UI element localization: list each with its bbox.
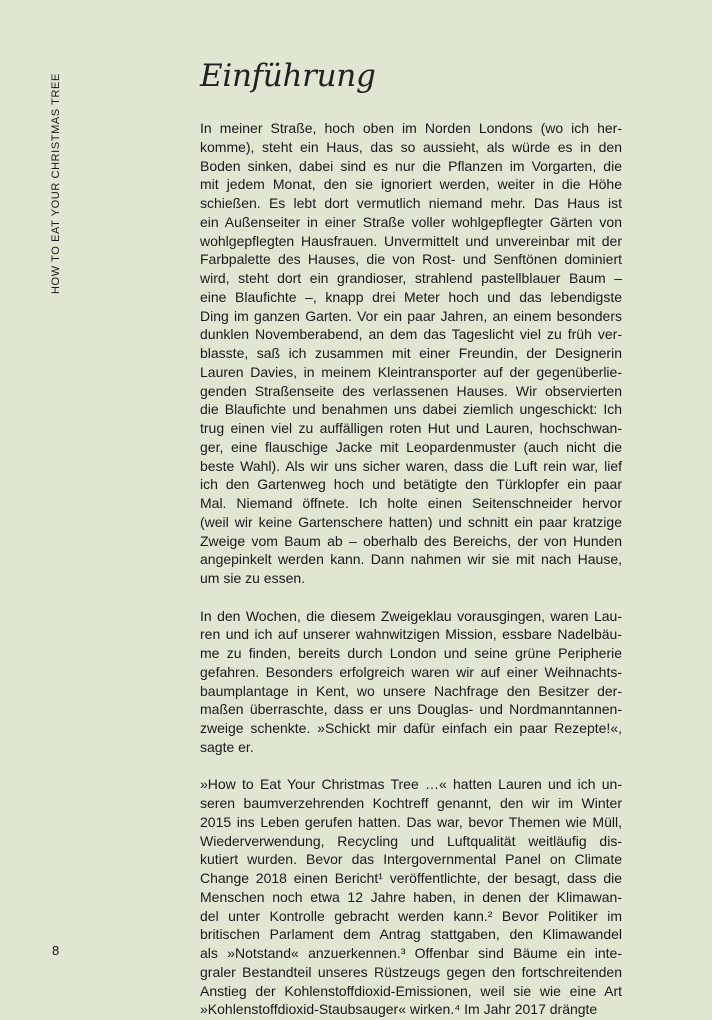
text-line: schießen. Es lebt dort vermutlich niemand mehr. Das Haus ist [200,195,622,211]
text-line: mit jedem Monat, den sie ignoriert werden, weiter in die Höhe [200,176,622,193]
text-line: genden Straßenseite des verlassenen Hauses. Wir observierten [200,382,622,399]
text-line: »How to Eat Your Christmas Tree …« hatten Lauren und ich un- [200,776,622,793]
text-line: In meiner Straße, hoch oben im Norden Londons (wo ich her- [200,120,622,136]
text-line: um sie zu essen. [200,570,306,586]
running-head: HOW TO EAT YOUR CHRISTMAS TREE [50,73,62,294]
body-text [200,119,622,1019]
page-number: 8 [52,943,60,958]
text-line: graler Bestandteil unseres Rüstzeugs gegen den fortschreitenden [200,963,622,980]
text-line: maßen überraschte, dass er uns Douglas- und Nordmanntannen- [200,701,622,718]
text-line: (weil wir keine Gartenschere hatten) und schnitt ein paar kratzige [200,513,622,530]
text-line: kutiert wurden. Bevor das Intergovernmental Panel on Climate [200,851,622,868]
text-line: »Kohlenstoffdioxid-Staubsauger« wirken.⁴ Im Jahr 2017 drängte [200,1001,598,1018]
text-line: Anstieg der Kohlenstoffdioxid-Emissionen, weil sie wie eine Art [200,982,622,999]
paragraph-3 [200,775,622,1019]
text-line: die Blaufichte und benahmen uns dabei ziemlich ungeschickt: Ich [200,401,622,418]
text-line: gefahren. Besonders erfolgreich waren wir auf einer Weihnachts- [200,663,622,680]
text-line: Farbpalette des Hauses, die von Rost- und Senftönen dominiert [200,251,622,268]
text-line: baumplantage in Kent, wo unsere Nachfrage den Besitzer der- [200,682,622,699]
text-line: ren und ich auf unserer wahnwitzigen Mission, essbare Nadelbäu- [200,626,622,643]
text-line: seren baumverzehrenden Kochtreff genannt, den wir im Winter [200,795,622,811]
text-line: me zu finden, bereits durch London und seine grüne Peripherie [200,645,622,661]
text-line: Ding im ganzen Garten. Vor ein paar Jahren, an einem besonders [200,307,622,324]
text-line: eine Blaufichte –, knapp drei Meter hoch und das lebendigste [200,288,622,305]
text-line: Change 2018 einen Bericht¹ veröffentlichte, der besagt, dass die [200,870,622,886]
text-line: ger, eine flauschige Jacke mit Leopardenmuster (auch nicht die [200,438,622,455]
text-line: wird, steht dort ein grandioser, strahlend pastellblauer Baum – [200,270,622,286]
text-line: ich den Gartenweg hoch und betätigte den Türklopfer ein paar [200,476,622,493]
text-line: beste Wahl). Als wir uns sicher waren, dass die Luft rein war, lief [200,457,622,474]
text-line: ein Außenseiter in einer Straße voller wohlgepflegter Gärten von [200,213,622,230]
text-line: blasste, saß ich zusammen mit einer Freundin, der Designerin [200,345,622,361]
text-line: 2015 ins Leben gerufen hatten. Das war, bevor Themen wie Müll, [200,813,622,830]
text-line: In den Wochen, die diesem Zweigeklau vorausgingen, waren Lau- [200,607,622,624]
text-line: Mal. Niemand öffnete. Ich holte einen Seitenschneider hervor [200,495,622,511]
text-line: Zweige vom Baum ab – oberhalb des Bereichs, der von Hunden [200,532,622,549]
text-line: zweige schenkte. »Schickt mir dafür einfach ein paar Rezepte!«, [200,720,622,736]
text-line: wohlgepflegten Hausfrauen. Unvermittelt und unvereinbar mit der [200,232,622,249]
text-line: dunklen Novemberabend, an dem das Tageslicht viel zu früh ver- [200,326,622,343]
text-line: britischen Parlament dem Antrag stattgaben, den Klimawandel [200,926,622,943]
text-line: Wiederverwendung, Recycling und Luftqualität weitläufig dis- [200,832,622,849]
text-line: Boden sinken, dabei sind es nur die Pflanzen im Vorgarten, die [200,157,622,174]
text-line: del unter Kontrolle gebracht werden kann.² Bevor Politiker im [200,907,622,924]
text-line: angepinkelt werden kann. Dann nahmen wir sie mit nach Hause, [200,551,622,568]
chapter-title: Einführung [200,58,376,94]
text-line: sagte er. [200,738,254,755]
text-line: Menschen noch etwa 12 Jahre haben, in denen der Klimawan- [200,888,622,905]
text-line: Lauren Davies, in meinem Kleintransporter auf der gegenüberlie- [200,363,622,380]
paragraph-2 [200,607,622,757]
text-line: komme), steht ein Haus, das so aussieht, als würde es in den [200,138,622,155]
text-line: als »Notstand« anzuerkennen.³ Offenbar sind Bäume ein inte- [200,945,622,961]
text-line: trug einen viel zu auffälligen roten Hut und Lauren, hochschwan- [200,420,622,436]
paragraph-1 [200,119,622,588]
